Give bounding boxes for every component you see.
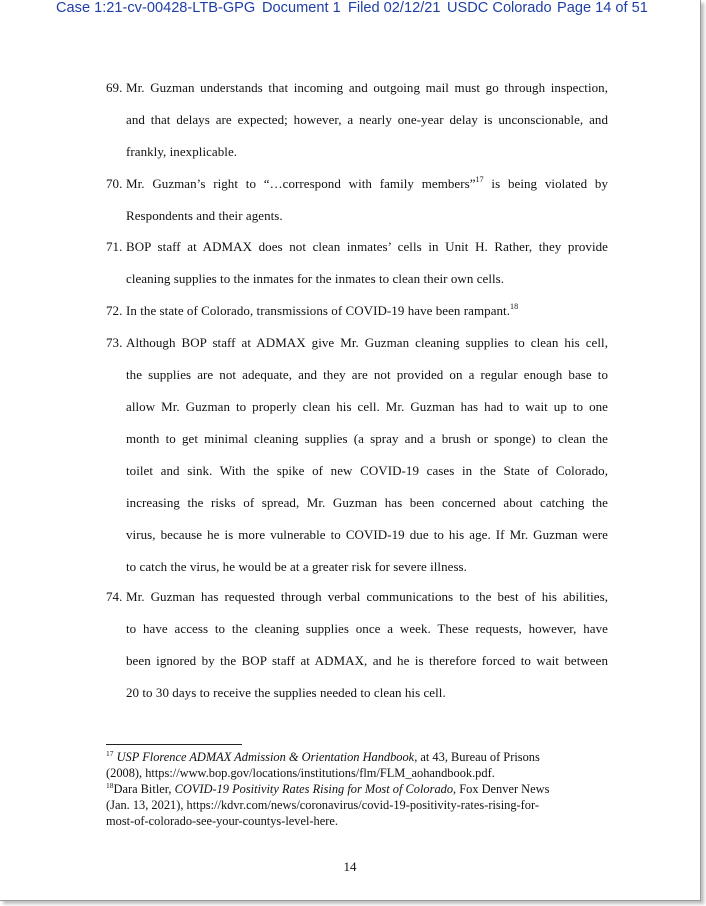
filed-date: Filed 02/12/21 bbox=[348, 0, 441, 16]
paragraph-line: allow Mr. Guzman to properly clean his cell. Mr. Guzman has had to wait up to one bbox=[126, 399, 608, 414]
paragraph-line: Mr. Guzman understands that incoming and outgoing mail must go through inspection, bbox=[126, 80, 608, 95]
footnote-title: USP Florence ADMAX Admission & Orientation Handbook bbox=[116, 750, 415, 764]
court-name: USDC Colorado bbox=[447, 0, 552, 16]
footnote-17-line: (2008), https://www.bop.gov/locations/institutions/flm/FLM_aohandbook.pdf. bbox=[106, 766, 495, 780]
paragraph-line: increasing the risks of spread, Mr. Guzman has been concerned about catching the bbox=[126, 495, 608, 510]
footnote-number: 18 bbox=[106, 781, 114, 790]
paragraph-number: 74. bbox=[106, 589, 123, 604]
paragraph-line: to catch the virus, he would be at a greater risk for severe illness. bbox=[126, 559, 467, 574]
paragraph-line: BOP staff at ADMAX does not clean inmates’ cells in Unit H. Rather, they provide bbox=[126, 239, 608, 254]
case-number: Case 1:21-cv-00428-LTB-GPG bbox=[56, 0, 256, 16]
paragraph-line: Mr. Guzman has requested through verbal communications to the best of his abilities, bbox=[126, 589, 608, 604]
footnote-ref-17: 17 bbox=[475, 175, 484, 184]
paragraph-line: the supplies are not adequate, and they are not provided on a regular enough base to bbox=[126, 367, 608, 382]
paragraph-line: In the state of Colorado, transmissions of COVID-19 have been rampant.$^{18}$ bbox=[126, 302, 519, 318]
paragraph-line: toilet and sink. With the spike of new COVID-19 cases in the State of Colorado, bbox=[126, 463, 608, 478]
page-of-total: Page 14 of 51 bbox=[557, 0, 648, 16]
paragraph-line: frankly, inexplicable. bbox=[126, 144, 238, 159]
paragraph-line: Respondents and their agents. bbox=[126, 208, 283, 223]
page-number: 14 bbox=[343, 859, 357, 874]
paragraph-line: been ignored by the BOP staff at ADMAX, and he is therefore forced to wait between bbox=[126, 653, 608, 668]
paragraph-number: 72. bbox=[106, 303, 123, 318]
paragraph-line: 20 to 30 days to receive the supplies needed to clean his cell. bbox=[126, 685, 446, 700]
footnote-17: $^{17}$ USP Florence ADMAX Admission & Orientation Handbook, at 43, Bureau of Prisons bbox=[106, 749, 540, 764]
paragraph-number: 70. bbox=[106, 176, 123, 191]
paragraph-number: 71. bbox=[106, 239, 123, 254]
paragraph-line: and that delays are expected; however, a nearly one-year delay is unconscionable, and bbox=[126, 112, 608, 127]
paragraph-number: 73. bbox=[106, 335, 123, 350]
paragraph-line: to have access to the cleaning supplies once a week. These requests, however, have bbox=[126, 621, 608, 636]
paragraph-line: Although BOP staff at ADMAX give Mr. Guzman cleaning supplies to clean his cell, bbox=[126, 335, 608, 350]
paragraph-line: cleaning supplies to the inmates for the inmates to clean their own cells. bbox=[126, 271, 505, 286]
footnote-title: COVID-19 Positivity Rates Rising for Most of Colorado bbox=[174, 782, 454, 796]
footnote-ref-18: 18 bbox=[510, 302, 519, 311]
footnote-18-line: most-of-colorado-see-your-countys-level-here. bbox=[106, 814, 338, 828]
paragraph-line: virus, because he is more vulnerable to COVID-19 due to his age. If Mr. Guzman were bbox=[126, 527, 608, 542]
paragraph-line: Mr. Guzman’s right to “…correspond with family members”$^{17}$ is being violated by bbox=[126, 175, 608, 191]
footnote-18-line: (Jan. 13, 2021), https://kdvr.com/news/coronavirus/covid-19-positivity-rates-rising-for- bbox=[106, 798, 539, 812]
footnote-divider bbox=[106, 744, 242, 745]
document-number: Document 1 bbox=[262, 0, 341, 16]
footnote-18: $^{18}$Dara Bitler, COVID-19 Positivity Rates Rising for Most of Colorado, Fox Denver News bbox=[106, 781, 550, 796]
paragraph-number: 69. bbox=[106, 80, 123, 95]
ecf-filing-header bbox=[0, 0, 700, 18]
footnote-number: 17 bbox=[106, 749, 114, 758]
paragraph-line: month to get minimal cleaning supplies (a spray and a brush or sponge) to clean the bbox=[126, 431, 608, 446]
